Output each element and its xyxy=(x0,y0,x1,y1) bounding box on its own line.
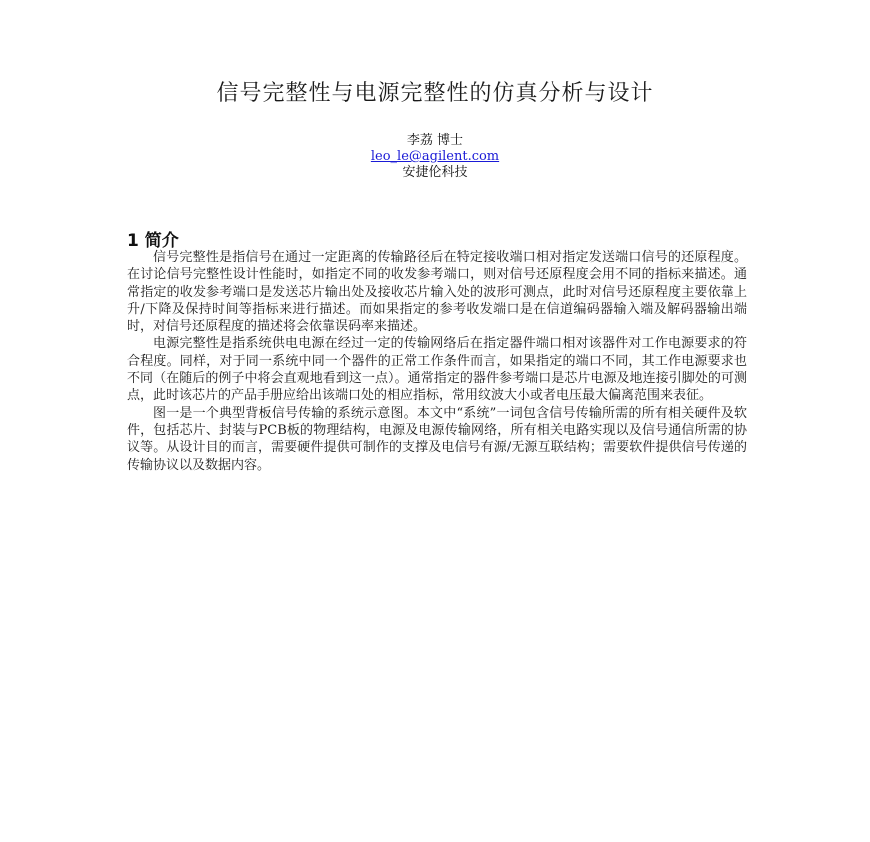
document-title: 信号完整性与电源完整性的仿真分析与设计 xyxy=(216,81,654,106)
paragraph-system-overview: 图一是一个典型背板信号传输的系统示意图。本文中“系统”一词包含信号传输所需的所有相关硬件及软件，包括芯片、封装与PCB板的物理结构，电源及电源传输网络，所有相关电路实现以及信号通信所需的协议等。从设计目的而言，需要硬件提供可制作的支撑及电信号有源/无源互联结构；需要软件提供信号传递的传输协议以及数据内容。 xyxy=(127,405,747,473)
author-email-link[interactable]: leo_le@agilent.com xyxy=(370,149,500,164)
author-company: 安捷伦科技 xyxy=(402,165,468,180)
paragraph-signal-integrity: 信号完整性是指信号在通过一定距离的传输路径后在特定接收端口相对指定发送端口信号的还原程度。在讨论信号完整性设计性能时，如指定不同的收发参考端口，则对信号还原程度会用不同的指标来描述。通常指定的收发参考端口是发送芯片输出处及接收芯片输入处的波形可测点，此时对信号还原程度主要依靠上升/下降及保持时间等指标来进行描述。而如果指定的参考收发端口是在信道编码器输入端及解码器输出端时，对信号还原程度的描述将会依靠误码率来描述。 xyxy=(127,250,747,335)
author-block xyxy=(0,133,870,181)
author-name: 李荔 博士 xyxy=(406,133,464,148)
section-heading-intro: 1 简介 xyxy=(127,231,179,251)
section-body-intro xyxy=(127,249,747,474)
paragraph-power-integrity: 电源完整性是指系统供电电源在经过一定的传输网络后在指定器件端口相对该器件对工作电源要求的符合程度。同样，对于同一系统中同一个器件的正常工作条件而言，如果指定的端口不同，其工作电源要求也不同（在随后的例子中将会直观地看到这一点）。通常指定的器件参考端口是芯片电源及地连接引脚处的可测点，此时该芯片的产品手册应给出该端口处的相应指标，常用纹波大小或者电压最大偏离范围来表征。 xyxy=(127,336,747,404)
